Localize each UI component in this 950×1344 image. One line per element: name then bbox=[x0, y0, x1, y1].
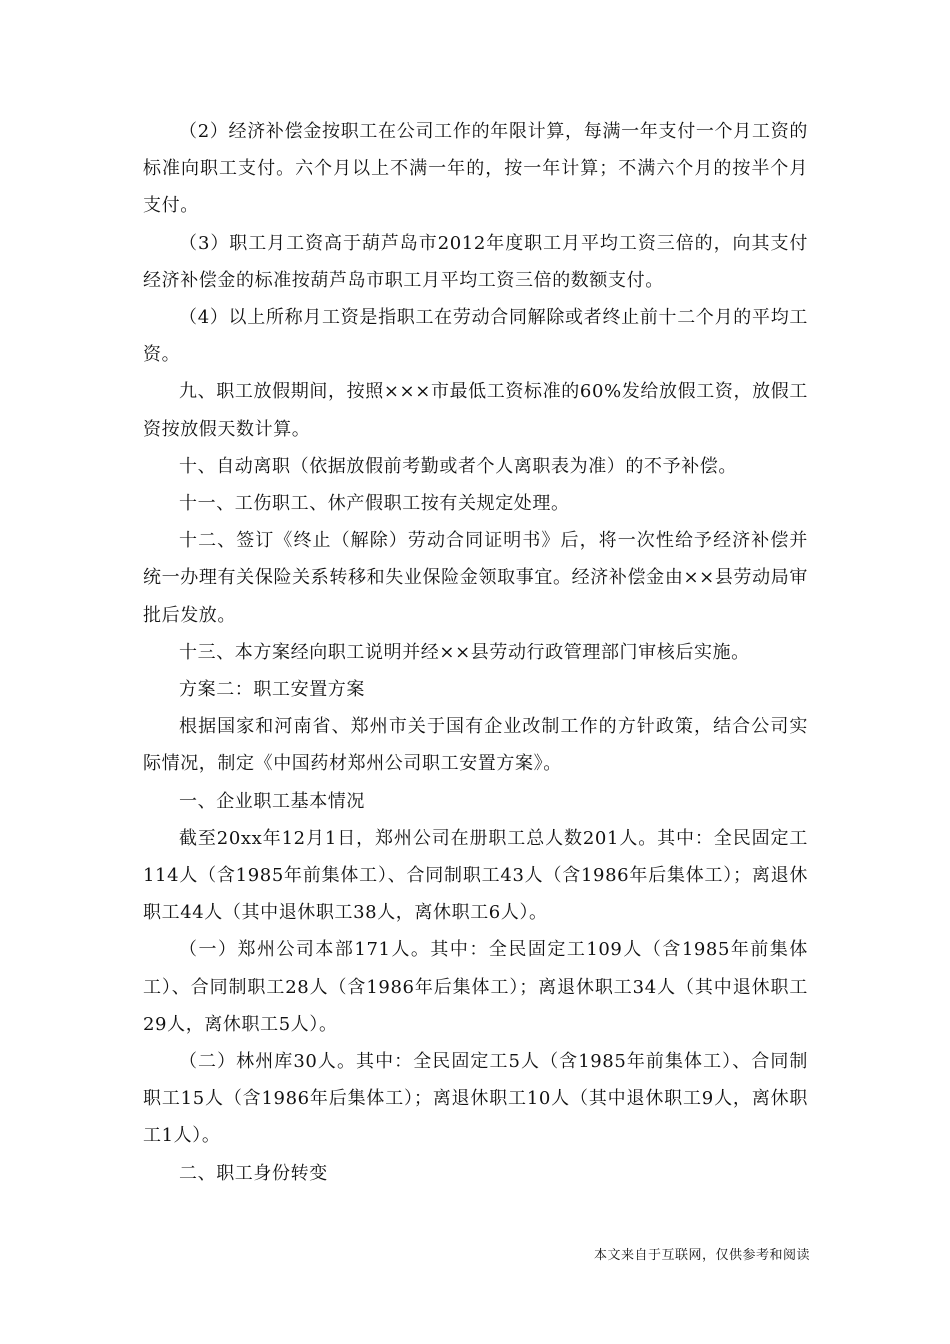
paragraph-headquarters-staff: （一）郑州公司本部171人。其中：全民固定工109人（含1985年前集体工）、合同制职工28人（含1986年后集体工）；离退休职工34人（其中退休职工29人，离休职工5人）。 bbox=[143, 939, 808, 1035]
document-body bbox=[143, 113, 808, 1192]
paragraph-item-12-contract-termination: 十二、签订《终止（解除）劳动合同证明书》后，将一次性给予经济补偿并统一办理有关保险关系转移和失业保险金领取事宜。经济补偿金由××县劳动局审批后发放。 bbox=[143, 530, 808, 626]
heading-section-2: 二、职工身份转变 bbox=[179, 1162, 328, 1184]
heading-section-1: 一、企业职工基本情况 bbox=[179, 790, 365, 812]
paragraph-monthly-wage-definition: （4）以上所称月工资是指职工在劳动合同解除或者终止前十二个月的平均工资。 bbox=[143, 307, 808, 366]
paragraph-item-13-implementation: 十三、本方案经向职工说明并经××县劳动行政管理部门审核后实施。 bbox=[179, 641, 750, 663]
heading-plan-two: 方案二：职工安置方案 bbox=[179, 679, 365, 701]
paragraph-item-9-leave-pay: 九、职工放假期间，按照×××市最低工资标准的60%发给放假工资，放假工资按放假天数计算。 bbox=[143, 381, 808, 440]
paragraph-compensation-calculation: （2）经济补偿金按职工在公司工作的年限计算，每满一年支付一个月工资的标准向职工支付。六个月以上不满一年的，按一年计算；不满六个月的按半个月支付。 bbox=[143, 121, 808, 217]
paragraph-linzhou-staff: （二）林州库30人。其中：全民固定工5人（含1985年前集体工）、合同制职工15人（含1986年后集体工）；离退休职工10人（其中退休职工9人，离休职工1人）。 bbox=[143, 1051, 808, 1147]
paragraph-staff-totals: 截至20xx年12月1日，郑州公司在册职工总人数201人。其中：全民固定工114人（含1985年前集体工）、合同制职工43人（含1986年后集体工）；离退休职工44人（其中退休职工38人，离休职工6人）。 bbox=[143, 827, 808, 924]
paragraph-item-11-injury-maternity: 十一、工伤职工、休产假职工按有关规定处理。 bbox=[179, 493, 570, 515]
paragraph-plan-basis: 根据国家和河南省、郑州市关于国有企业改制工作的方针政策，结合公司实际情况，制定《中国药材郑州公司职工安置方案》。 bbox=[143, 716, 808, 775]
paragraph-item-10-voluntary-resignation: 十、自动离职（依据放假前考勤或者个人离职表为准）的不予补偿。 bbox=[179, 455, 737, 477]
page-footer-note: 本文来自于互联网，仅供参考和阅读 bbox=[593, 1248, 810, 1263]
paragraph-compensation-cap: （3）职工月工资高于葫芦岛市2012年度职工月平均工资三倍的，向其支付经济补偿金的标准按葫芦岛市职工月平均工资三倍的数额支付。 bbox=[143, 232, 808, 291]
